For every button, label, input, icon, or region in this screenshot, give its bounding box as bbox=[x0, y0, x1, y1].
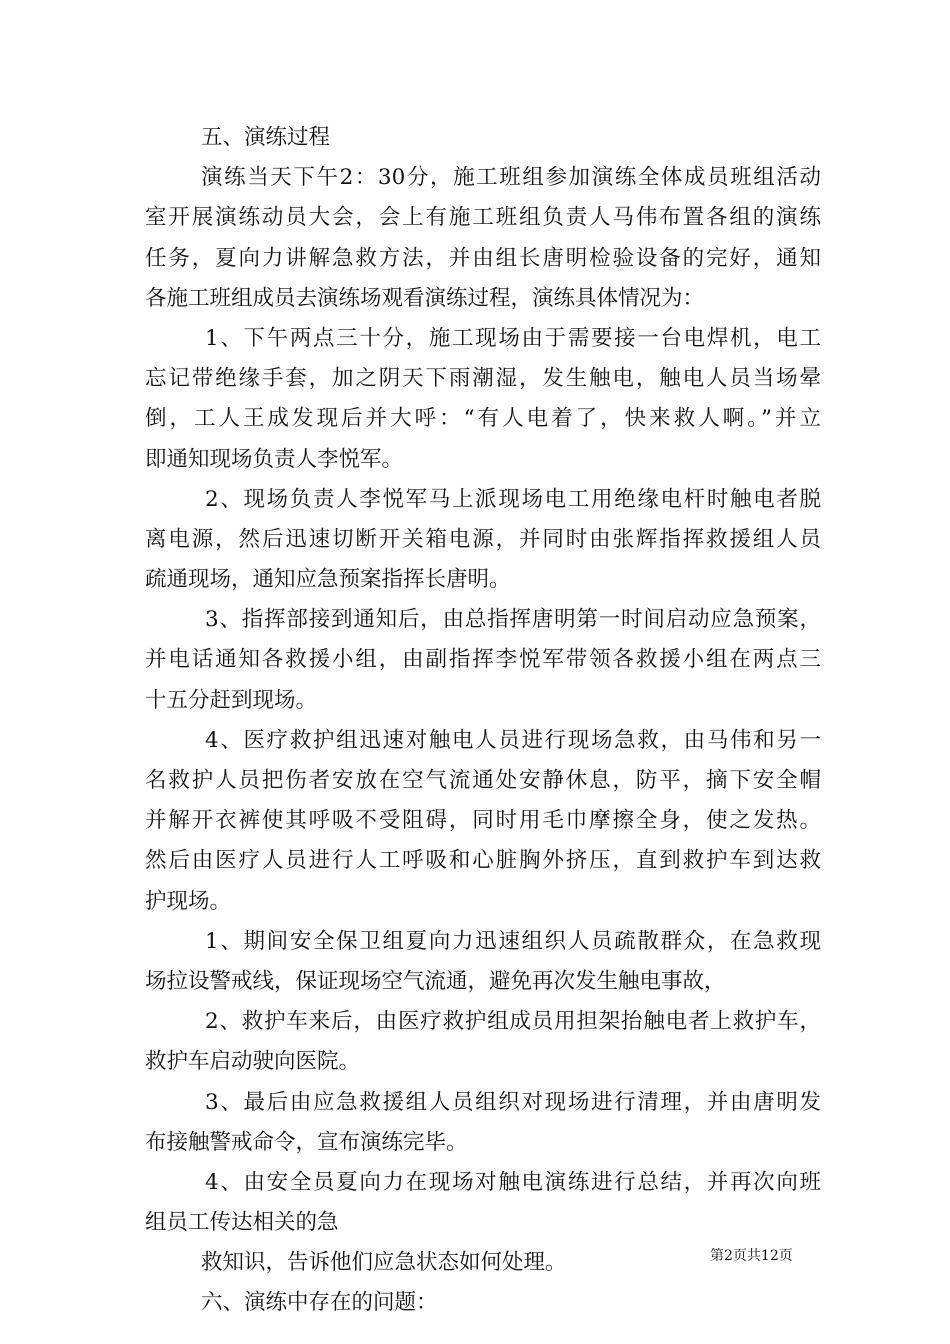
paragraph-line: 1、期间安全保卫组夏向力迅速组织人员疏散群众，在急救现 bbox=[205, 928, 821, 954]
paragraph-line: 4、由安全员夏向力在现场对触电演练进行总结，并再次向班 bbox=[205, 1169, 821, 1195]
paragraph-line: 护现场。 bbox=[145, 888, 232, 914]
paragraph-step-3 bbox=[145, 600, 821, 721]
paragraph-line: 场拉设警戒线，保证现场空气流通，避免再次发生触电事故， bbox=[145, 968, 726, 994]
paragraph-line: 忘记带绝缘手套，加之阴天下雨潮湿，发生触电，触电人员当场晕 bbox=[145, 366, 821, 392]
paragraph-line: 演练当天下午2：30分，施工班组参加演练全体成员班组活动 bbox=[201, 165, 821, 191]
paragraph-line: 救护车启动驶向医院。 bbox=[145, 1049, 361, 1075]
paragraph-step-2 bbox=[145, 480, 821, 601]
paragraph-line: 然后由医疗人员进行人工呼吸和心脏胸外挤压，直到救护车到达救 bbox=[145, 848, 821, 874]
paragraph-line: 任务，夏向力讲解急救方法，并由组长唐明检验设备的完好，通知 bbox=[145, 245, 821, 271]
paragraph-line: 布接触警戒命令，宣布演练完毕。 bbox=[145, 1129, 468, 1155]
paragraph-line: 救知识，告诉他们应急状态如何处理。 bbox=[201, 1250, 567, 1276]
paragraph-line: 2、现场负责人李悦军马上派现场电工用绝缘电杆时触电者脱 bbox=[205, 486, 821, 512]
paragraph-line: 并电话通知各救援小组，由副指挥李悦军带领各救援小组在两点三 bbox=[145, 647, 821, 673]
paragraph-line: 1、下午两点三十分，施工现场由于需要接一台电焊机，电工 bbox=[205, 325, 821, 351]
paragraph-step-4 bbox=[145, 721, 821, 922]
paragraph-line: 各施工班组成员去演练场观看演练过程，演练具体情况为： bbox=[145, 285, 705, 311]
paragraph-line: 组员工传达相关的急 bbox=[145, 1210, 339, 1236]
paragraph-followup-1 bbox=[145, 922, 821, 1002]
paragraph-followup-3 bbox=[145, 1083, 821, 1163]
paragraph-line: 十五分赶到现场。 bbox=[145, 687, 318, 713]
paragraph-line: 名救护人员把伤者安放在空气流通处安静休息，防平，摘下安全帽 bbox=[145, 768, 821, 793]
paragraph-line: 倒，工人王成发现后并大呼：“有人电着了，快来救人啊。”并立 bbox=[145, 406, 821, 432]
paragraph-line: 疏通现场，通知应急预案指挥长唐明。 bbox=[145, 567, 511, 593]
paragraph-line: 4、医疗救护组迅速对触电人员进行现场急救，由马伟和另一 bbox=[205, 727, 821, 753]
section-heading-5: 五、演练过程 bbox=[201, 125, 331, 150]
paragraph-line: 并解开衣裤使其呼吸不受阻碍，同时用毛巾摩擦全身，使之发热。 bbox=[145, 808, 821, 834]
paragraph-followup-2 bbox=[145, 1002, 821, 1082]
paragraph-intro bbox=[145, 158, 821, 319]
paragraph-line: 室开展演练动员大会，会上有施工班组负责人马伟布置各组的演练 bbox=[145, 205, 821, 231]
paragraph-line: 3、最后由应急救援组人员组织对现场进行清理，并由唐明发 bbox=[205, 1089, 821, 1115]
paragraph-line: 2、救护车来后，由医疗救护组成员用担架抬触电者上救护车， bbox=[205, 1009, 821, 1035]
paragraph-line: 3、指挥部接到通知后，由总指挥唐明第一时间启动应急预案， bbox=[205, 607, 821, 633]
paragraph-step-1 bbox=[145, 319, 821, 480]
paragraph-line: 即通知现场负责人李悦军。 bbox=[145, 446, 404, 472]
page-number: 第2页共12页 bbox=[710, 1248, 793, 1264]
paragraph-followup-4 bbox=[145, 1163, 821, 1243]
paragraph-line: 离电源，然后迅速切断开关箱电源，并同时由张辉指挥救援组人员 bbox=[145, 526, 821, 552]
section-heading-6: 六、演练中存在的问题： bbox=[201, 1290, 438, 1316]
document-body bbox=[145, 118, 821, 1324]
